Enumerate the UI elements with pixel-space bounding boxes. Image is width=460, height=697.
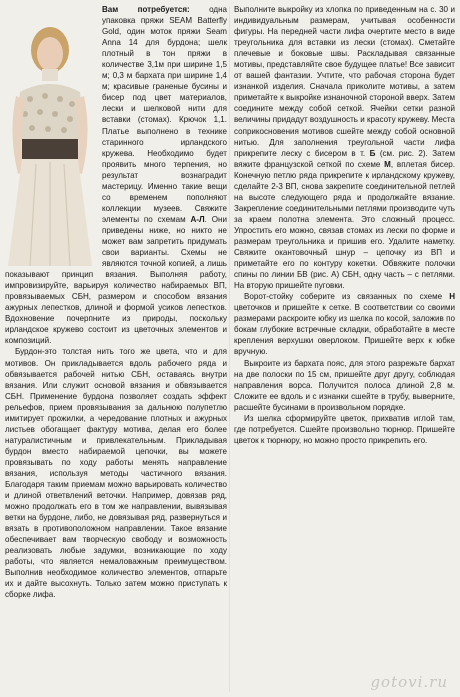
materials-text-continued: . Они приведены ниже, но никто не может вам запретить придумать свои варианты. Схемы не являются точной копией, а лишь показывают принцип вязания. Выполняя работу, импровизируйте, варьируя количество набираемых ВП, провязываемых СБН, размером и способом вязания ажурных лепестков, длиной и формой усиков лепестков. Вдохновение почерпните из природы, поскольку ирландское кружево состоит из цветочных элементов и композиций. xyxy=(5,214,227,346)
materials-label: Вам потребуется: xyxy=(102,5,190,14)
scheme-m-label: М xyxy=(384,159,391,169)
assembly-text: Выполните выкройку из хлопка по приведенным на с. 30 и индивидуальным размерам, учитывая особенности фигуры. На передней части лифа очертите место в виде треугольника для вставки из лески (стомах). Сметайте плечевые и боковые швы. Раскладывая связанные мотивы, представляйте свое будущее платье! Все зависит от вашей фантазии. Учтите, что рабочая сторона будет изнанкой изделия. Сначала приколите мотивы, а затем приметайте к выкройке изнаночной стороной вверх. Затем соедините между собой сеткой. Ячейки сетки разной величины придадут воздушность и красоту кружеву. Места соприкосновения мотивов сшейте между собой основной нитью. Для заполнения треугольной части лифа прикрепите леску с бисером в т. xyxy=(234,5,455,158)
scheme-n-label: Н xyxy=(449,292,455,302)
assembly-paragraph xyxy=(234,4,455,291)
bourdon-paragraph: Бурдон-это толстая нить того же цвета, что и для мотивов. Он прикладывается вдоль рабочего ряда и обвязывается рабочей нитью СБН, оставаясь внутри вязания. Или служит основой вязания и обвязывается СБН. Применение бурдона позволяет создать эффект рельефов, прием провязывания за дальнюю полупетлю имитирует прожилки, а чередование плотных и ажурных листьев обогащает фактуру мотива, делая его более натуралистичным и привлекательным. Прикладывая бурдон вместо набираемой цепочки, вы можете провязывать по ходу работы менять направление вязания, используя методы частичного вязания. Благодаря таким приемам можно варьировать количество и длиной ответвлений веточки. Например, довязав ряд, можно продолжать его в том же направлении, вывязывая ветки на бурдоне, либо, не довязывая ряд, развернуться и вязать в противоположном направлении. Такое вязание обеспечивает вам творческую свободу и возможность реализовать любые задумки, возникающие по ходу работы, что является немаловажным преимуществом. Выполнив необходимое количество элементов, отпарьте их и дайте высохнуть. Только затем можно приступать к сборке лифа. xyxy=(5,347,227,600)
right-text-column xyxy=(234,4,455,446)
left-text-column xyxy=(5,4,227,601)
assembly-text-end: , вплетая бисер. Конечную петлю ряда прикрепите к ирландскому кружеву, сделайте 2-3 ВП, снова закрепите соединительной петлей на высоте следующего ряда и продолжайте вязание. Закрепление соединительными петлями производите чуть за краем полотна элемента. Это сложный процесс. Упростить его можно, связав стомах из лески по форме и размерам треугольника и пришив его. Удалите наметку. Свяжите окантовочный шнур – цепочку из ВП и приметайте его по контуру кокетки. Обвяжите полочки спины по линии БВ (рис. А) СБН, одну часть – с петлями. На вторую пришейте пуговки. xyxy=(234,159,456,291)
schemes-reference: А-Л xyxy=(190,214,205,224)
collar-text: Ворот-стойку соберите из связанных по схеме xyxy=(244,292,450,302)
assembly-text-mid: (см. рис. 2). Затем вяжите французской сеткой по схеме xyxy=(234,148,455,169)
collar-text-end: цветочков и пришейте к сетке. В соответствии со своими размерами раскроите юбку из шелка по косой, заложив по бокам глубокие встречные складки, обработайте в месте крепления верхушки оверлоком. Пришейте верх к юбке вручную. xyxy=(234,303,455,357)
site-watermark: gotovi.ru xyxy=(370,673,448,691)
side-watermark xyxy=(222,186,234,436)
point-b-label: Б xyxy=(369,148,376,158)
collar-paragraph xyxy=(234,291,455,357)
materials-text: одна упаковка пряжи SEAM Batterfly Gold, один моток пряжи Seam Anna 14 для бурдона; шелк плотный в тон пряжи в количестве 3,1м при ширине 1,5 м; 0,3 м бархата при ширине 1,4 м; красивые граненые бусины и бисер под цвет материалов, лески и шелковой нити для вставки (стомах). Крючок 1,1. Платье выполнено в технике старинного ирландского кружева. Необходимо будет проявить много терпения, но результат вознаградит мастерицу. Именно такие вещи со временем пополняют коллекции музеев. Свяжите элементы по схемам xyxy=(102,5,227,224)
belt-paragraph: Выкроите из бархата пояс, для этого разрежьте бархат на две полоски по 15 см, пришейте друг другу, соблюдая направления ворса. Получится полоса длиной 2,8 м. Сложите ее вдоль и с изнанки сшейте в трубу, выверните, расшейте бусинами в произвольном порядке. xyxy=(234,358,455,412)
flower-paragraph: Из шелка сформируйте цветок, прихватив иглой там, где потребуется. Сшейте произвольно тюрнюр. Пришейте цветок к тюрнюру, но можно просто прикрепить его. xyxy=(234,413,455,445)
model-photo xyxy=(0,4,96,266)
